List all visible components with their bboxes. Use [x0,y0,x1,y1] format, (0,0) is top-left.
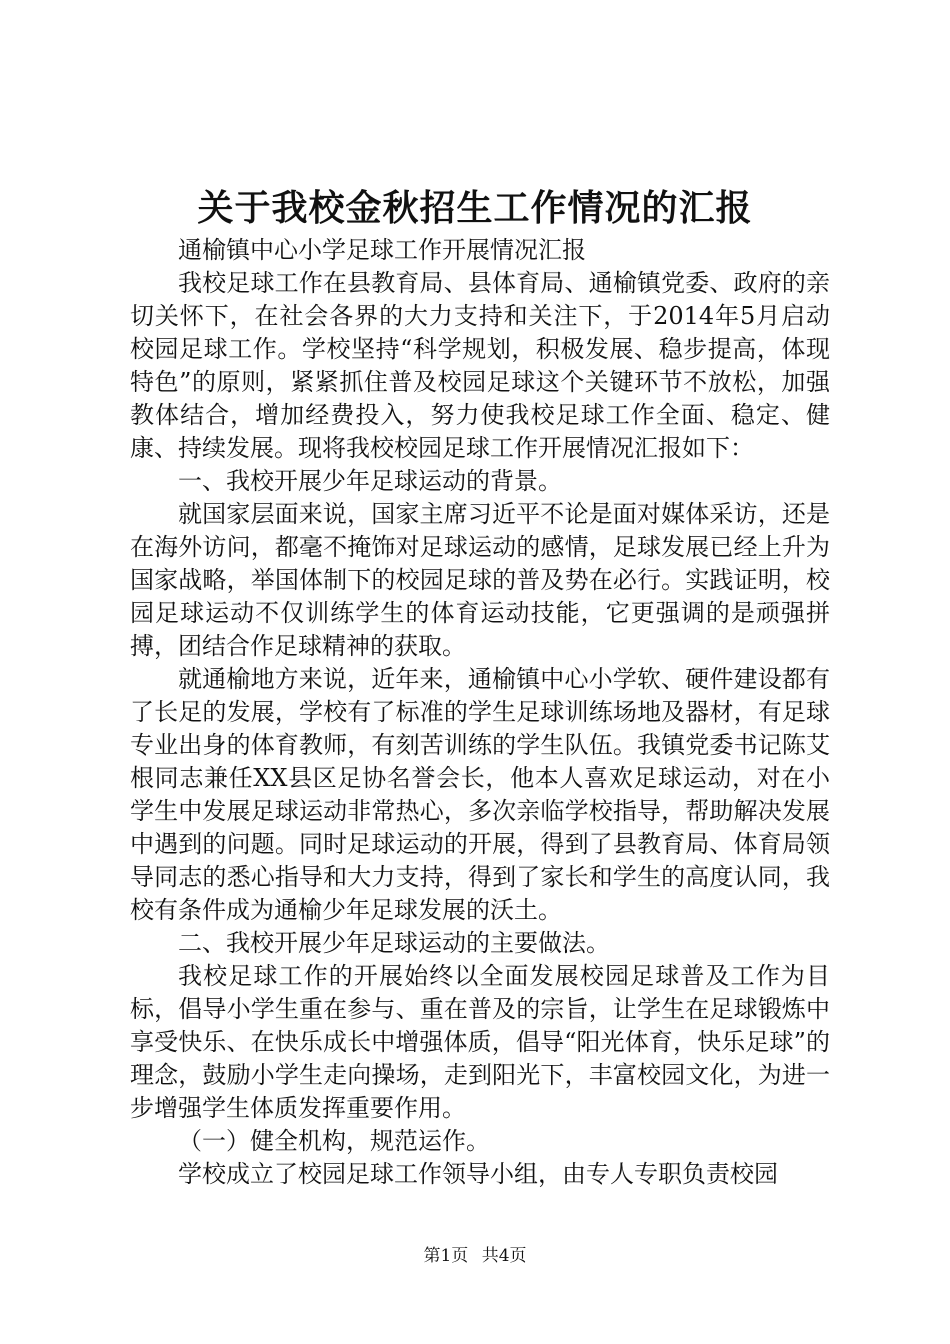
page-total: 共4页 [481,1246,527,1266]
section-heading-practices: 二、我校开展少年足球运动的主要做法。 [178,929,610,957]
document-title: 关于我校金秋招生工作情况的汇报 [197,187,753,229]
page-footer [0,1244,950,1268]
document-body [130,234,830,1191]
paragraph-local-level: 就通榆地方来说，近年来，通榆镇中心小学软、硬件建设都有了长足的发展，学校有了标准的学生足球训练场地及器材，有足球专业出身的体育教师，有刻苦训练的学生队伍。我镇党委书记陈艾根同志兼任XX县区足协名誉会长，他本人喜欢足球运动，对在小学生中发展足球运动非常热心，多次亲临学校指导，帮助解决发展中遇到的问题。同时足球运动的开展，得到了县教育局、体育局领导同志的悉心指导和大力支持，得到了家长和学生的高度认同，我校有条件成为通榆少年足球发展的沃土。 [130,665,830,924]
paragraph-national-level: 就国家层面来说，国家主席习近平不论是面对媒体采访，还是在海外访问，都毫不掩饰对足球运动的感情，足球发展已经上升为国家战略，举国体制下的校园足球的普及势在必行。实践证明，校园足球运动不仅训练学生的体育运动技能，它更强调的是顽强拼搏，团结合作足球精神的获取。 [130,500,830,660]
paragraph-subtitle: 通榆镇中心小学足球工作开展情况汇报 [178,236,586,264]
paragraph-intro: 我校足球工作在县教育局、县体育局、通榆镇党委、政府的亲切关怀下，在社会各界的大力支持和关注下，于2014年5月启动校园足球工作。学校坚持“科学规划，积极发展、稳步提高，体现特色”的原则，紧紧抓住普及校园足球这个关键环节不放松，加强教体结合，增加经费投入，努力使我校足球工作全面、稳定、健康、持续发展。现将我校校园足球工作开展情况汇报如下： [130,269,830,462]
page-number: 第1页 [423,1246,469,1266]
paragraph-organization: 学校成立了校园足球工作领导小组，由专人专职负责校园 [178,1160,778,1188]
paragraph-practices: 我校足球工作的开展始终以全面发展校园足球普及工作为目标，倡导小学生重在参与、重在普及的宗旨，让学生在足球锻炼中享受快乐、在快乐成长中增强体质，倡导“阳光体育，快乐足球”的理念，鼓励小学生走向操场，走到阳光下，丰富校园文化，为进一步增强学生体质发挥重要作用。 [130,962,830,1122]
section-heading-background: 一、我校开展少年足球运动的背景。 [178,467,562,495]
subsection-heading-organization: （一）健全机构，规范运作。 [178,1127,490,1155]
